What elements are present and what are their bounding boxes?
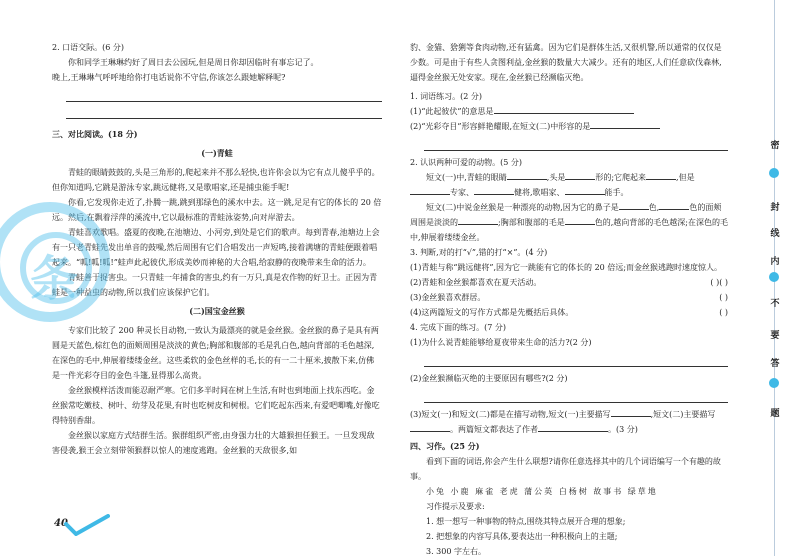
left-column	[52, 0, 382, 458]
answer-blank[interactable]	[565, 170, 595, 180]
page-number: 40	[54, 518, 68, 529]
answer-blank[interactable]	[458, 215, 498, 225]
passage2-p1: 专家们比较了 200 种灵长目动物,一致认为最漂亮的就是金丝猴。金丝猴的鼻子是具有两圆是天蓝色,棕红色的面颊周围是淡淡的黄色;胸部和腹部的毛是乳白色,越向背部的毛色越深,在深色的毛中,伸展着缕缕金丝。这些柔软的金色丝样的毛,长的有一二十厘米,披散下来,仿佛是一件光彩夺目的金色斗篷,显得那么高贵。	[52, 326, 379, 380]
checkmark-icon	[64, 514, 110, 536]
judgement-paren[interactable]: ( )	[710, 278, 720, 287]
q3-item4: (4)这两篇短文的写作方式都是先概括后具体。 ( )	[410, 305, 728, 320]
answer-blank[interactable]	[410, 422, 450, 432]
sidebar-char: 答	[770, 359, 780, 369]
sidebar-char: 要	[770, 331, 780, 341]
answer-blank[interactable]	[659, 200, 689, 210]
binding-dot	[769, 378, 779, 388]
requirement-1: 1. 想一想写一种事物的特点,围绕其特点展开合理的想象;	[426, 517, 626, 526]
sidebar-char: 密	[770, 141, 780, 151]
answer-blank[interactable]	[494, 104, 634, 114]
writing-prompt: 看到下面的词语,你会产生什么联想?请你任意选择其中的几个词语编写一个有趣的故事。	[410, 457, 721, 481]
requirement-2: 2. 把想象的内容写具体,要表达出一种积极向上的主题;	[426, 532, 618, 541]
section3-heading: 三、对比阅读。(18 分)	[52, 129, 138, 139]
requirement-3: 3. 300 字左右。	[426, 547, 486, 556]
answer-line[interactable]	[424, 138, 728, 151]
sidebar-char: 封	[770, 203, 780, 213]
answer-blank[interactable]	[538, 422, 608, 432]
q3-item2: (2)青蛙和金丝猴都喜欢在夏天活动。 ( )	[410, 275, 728, 290]
answer-line[interactable]	[424, 390, 728, 403]
passage1-p1: 青蛙的眼睛鼓鼓的,头是三角形的,爬起来并不那么轻快,也许你会以为它有点儿傻乎乎的。但你知道吗,它跳是游泳专家,跳远健将,又是歌唱家,还是捕虫能手呢!	[52, 168, 380, 192]
word-list: 小兔 小鹿 麻雀 老虎 蒲公英 白杨树 故事书 绿草地	[426, 487, 658, 496]
q4-item1: (1)为什么说青蛙能够给夏夜带来生命的活力?(2 分)	[410, 338, 592, 347]
binding-sidebar	[738, 0, 800, 556]
q2-heading: 2. 口语交际。(6 分)	[52, 43, 125, 52]
q2-passage1: 短文(一)中,青蛙的眼睛 ,头是 形的;它爬起来 ,但是专家、 健将,歌唱家、 能手。	[410, 170, 728, 200]
answer-blank[interactable]	[410, 185, 450, 195]
q3-heading: 3. 判断,对的打“√”,错的打“×”。(4 分)	[410, 248, 548, 257]
requirements-heading: 习作提示及要求:	[426, 502, 485, 511]
answer-blank[interactable]	[590, 119, 660, 129]
q2-passage2: 短文(二)中说金丝猴是一种漂亮的动物,因为它的鼻子是 色, 色的面颊周围是淡淡的 ;胸部和腹部的毛是 色的,越向背部的毛色越深;在深色的毛中,伸展着缕缕金丝。	[410, 200, 728, 245]
judgement-paren[interactable]: ( )	[719, 278, 728, 287]
q1-item1: (1)“此起彼伏”的意思是	[410, 104, 728, 119]
right-column	[410, 0, 728, 559]
sidebar-char: 线	[770, 229, 780, 239]
answer-blank[interactable]	[611, 407, 651, 417]
passage1-p2: 你看,它发现你走近了,扑腾一跳,跳到那绿色的溪水中去。这一跳,足足有它的体长的 20 倍远。然后,在飘着浮萍的溪流中,它以最标准的青蛙泳姿势,向对岸游去。	[52, 198, 382, 222]
q3-item1: (1)青蛙与称“跳远健将”,因为它一跳能有它的体长的 20 倍远;而金丝猴逃跑时速度惊人。 ( )	[410, 260, 728, 275]
sidebar-char: 不	[770, 299, 780, 309]
q3-item3: (3)金丝猴喜欢群居。 ( )	[410, 290, 728, 305]
q1-item2: (2)“光彩夺目”形容鲜艳耀眼,在短文(二)中形容的是	[410, 119, 728, 134]
section4-heading: 四、习作。(25 分)	[410, 441, 480, 451]
judgement-paren[interactable]: ( )	[719, 293, 728, 302]
q1-heading: 1. 词语练习。(2 分)	[410, 92, 483, 101]
passage2-p3: 金丝猴以家庭方式结群生活。猴群组织严密,由身强力壮的大雄猴担任猴王。一旦发现敌害侵袭,猴王会立刻带领猴群以惊人的速度逃跑。金丝猴的天敌很多,如	[52, 431, 375, 455]
answer-blank[interactable]	[474, 185, 514, 195]
q2-heading: 2. 认识两种可爱的动物。(5 分)	[410, 158, 523, 167]
answer-blank[interactable]	[507, 170, 547, 180]
q4-heading: 4. 完成下面的练习。(7 分)	[410, 323, 507, 332]
binding-dot	[769, 168, 779, 178]
passage2-title: (二)国宝金丝猴	[189, 306, 245, 316]
answer-blank[interactable]	[646, 170, 676, 180]
answer-blank[interactable]	[565, 185, 605, 195]
passage1-p3: 青蛙喜欢歌唱。盛夏的夜晚,在池塘边、小河旁,到处是它们的歌声。每到青春,池塘边上会有一只老青蛙先发出单音的鼓噪,然后周围有它们合唱发出一声短鸣,接着满塘的青蛙便跟着唱起来。“呱!呱!呱!”蛙声此起彼伏,形成美妙而神秘的大合唱,给寂静的夜晚带来生命的活力。	[52, 228, 380, 267]
stamp-char: 条	[30, 251, 79, 307]
passage2-continued: 豹、金猫、猞猁等食肉动物,还有猛禽。因为它们是群体生活,又很机警,所以通常的仅仅是少数。可是由于有些人贪图利益,金丝猴的数量大大减少。还有的地区,人们任意砍伐森林,逼得金丝猴无处安家。现在,金丝猴已经濒临灭绝。	[410, 43, 722, 82]
answer-blank[interactable]	[619, 200, 649, 210]
judgement-paren[interactable]: ( )	[719, 308, 728, 317]
answer-blank[interactable]	[565, 215, 595, 225]
answer-line[interactable]	[66, 106, 382, 119]
passage2-p2: 金丝猴模样活泼而能忍耐严寒。它们多半时间在树上生活,有时也到地面上找东西吃。金丝猴常吃嫩枝、树叶、幼芽及花果,有时也吃树皮和树根。它们吃起东西来,有爱吧唧嘴,好像吃得特别香甜。	[52, 386, 380, 425]
q2-text1: 你和同学王琳琳约好了周日去公园玩,但是周日你却因临时有事忘记了。	[68, 58, 319, 67]
passage1-title: (一)青蛙	[201, 148, 233, 158]
passage1-p4: 青蛙善于捉害虫。一只青蛙一年捕食的害虫,约有一万只,真是农作物的好卫士。正因为青蛙是一种益虫的动物,所以我们应该保护它们。	[52, 273, 378, 297]
answer-line[interactable]	[66, 89, 382, 102]
sidebar-char: 题	[770, 409, 780, 419]
sidebar-char: 内	[770, 257, 780, 267]
answer-line[interactable]	[424, 354, 728, 367]
q4-item3: (3)短文(一)和短文(二)都是在描写动物,短文(一)主要描写 ,短文(二)主要描写。两篇短文都表达了作者 。(3 分)	[410, 407, 728, 437]
q2-text2: 晚上,王琳琳气呼呼地给你打电话说你不守信,你该怎么跟她解释呢?	[52, 73, 286, 82]
binding-dot	[769, 272, 779, 282]
q4-item2: (2)金丝猴濒临灭绝的主要原因有哪些?(2 分)	[410, 374, 568, 383]
